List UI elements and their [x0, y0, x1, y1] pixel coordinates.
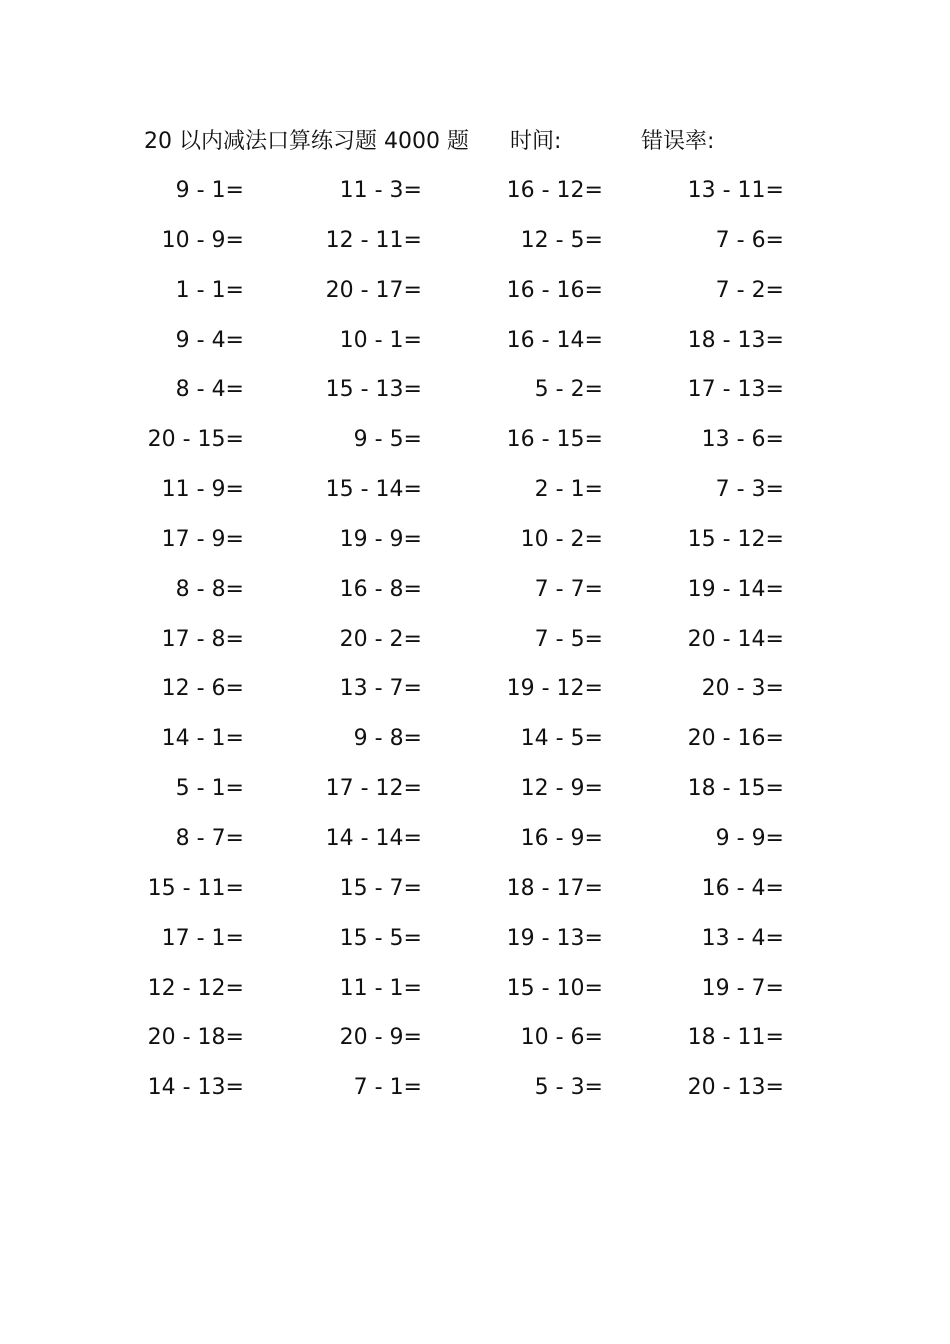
problem-item: 15 - 7=	[339, 875, 422, 901]
problem-item: 20 - 9=	[339, 1025, 422, 1051]
problem-item: 7 - 7=	[534, 576, 603, 602]
problem-item: 19 - 12=	[506, 676, 603, 702]
problem-item: 5 - 2=	[534, 377, 603, 403]
problem-item: 9 - 9=	[715, 825, 784, 851]
problem-item: 20 - 14=	[687, 626, 784, 652]
time-label: 时间:	[510, 129, 562, 154]
problem-row	[0, 621, 950, 671]
problem-item: 9 - 1=	[175, 178, 244, 203]
problem-item: 8 - 8=	[175, 576, 244, 602]
problem-row	[0, 970, 950, 1020]
problem-item: 8 - 7=	[175, 825, 244, 851]
problem-row	[0, 870, 950, 920]
problem-row	[0, 371, 950, 421]
problem-item: 20 - 16=	[687, 726, 784, 752]
problem-item: 12 - 12=	[147, 975, 244, 1001]
problem-row	[0, 720, 950, 770]
problem-item: 5 - 1=	[175, 776, 244, 802]
problem-item: 18 - 17=	[506, 875, 603, 901]
problem-item: 17 - 13=	[687, 377, 784, 403]
problem-item: 11 - 1=	[339, 975, 422, 1001]
problem-row	[0, 272, 950, 322]
problem-item: 20 - 17=	[325, 277, 422, 303]
problem-item: 19 - 13=	[506, 925, 603, 951]
problem-item: 14 - 5=	[520, 726, 603, 752]
problem-item: 18 - 15=	[687, 776, 784, 802]
problem-item: 7 - 5=	[534, 626, 603, 652]
error-rate-label: 错误率:	[641, 129, 715, 154]
problem-item: 20 - 13=	[687, 1075, 784, 1101]
problem-row	[0, 770, 950, 820]
problem-item: 20 - 18=	[147, 1025, 244, 1051]
problem-item: 15 - 12=	[687, 526, 784, 552]
problem-row	[0, 1019, 950, 1069]
problem-row	[0, 1069, 950, 1119]
problem-item: 10 - 9=	[161, 227, 244, 253]
problem-item: 17 - 1=	[161, 925, 244, 951]
worksheet-header	[144, 124, 864, 160]
problem-item: 13 - 11=	[687, 178, 784, 203]
problem-item: 13 - 7=	[339, 676, 422, 702]
problem-item: 11 - 3=	[339, 178, 422, 203]
worksheet-title: 20 以内减法口算练习题 4000 题	[144, 129, 469, 154]
problem-item: 7 - 1=	[353, 1075, 422, 1101]
problem-item: 2 - 1=	[534, 477, 603, 503]
problem-row	[0, 172, 950, 222]
problem-item: 19 - 9=	[339, 526, 422, 552]
problem-row	[0, 322, 950, 372]
problem-row	[0, 920, 950, 970]
problem-item: 18 - 11=	[687, 1025, 784, 1051]
problem-item: 15 - 14=	[325, 477, 422, 503]
problem-item: 10 - 1=	[339, 327, 422, 353]
problem-item: 10 - 2=	[520, 526, 603, 552]
problem-item: 17 - 9=	[161, 526, 244, 552]
problem-item: 20 - 15=	[147, 427, 244, 453]
problem-item: 17 - 12=	[325, 776, 422, 802]
problem-item: 14 - 14=	[325, 825, 422, 851]
problem-item: 20 - 3=	[701, 676, 784, 702]
problem-item: 19 - 14=	[687, 576, 784, 602]
problem-item: 1 - 1=	[175, 277, 244, 303]
problem-row	[0, 471, 950, 521]
problem-item: 9 - 4=	[175, 327, 244, 353]
problem-item: 14 - 13=	[147, 1075, 244, 1101]
problem-item: 8 - 4=	[175, 377, 244, 403]
problem-item: 19 - 7=	[701, 975, 784, 1001]
problem-item: 16 - 15=	[506, 427, 603, 453]
problem-item: 11 - 9=	[161, 477, 244, 503]
problem-item: 16 - 8=	[339, 576, 422, 602]
problem-grid	[0, 172, 950, 1119]
problem-row	[0, 421, 950, 471]
problem-item: 16 - 9=	[520, 825, 603, 851]
problem-item: 16 - 14=	[506, 327, 603, 353]
problem-row	[0, 820, 950, 870]
problem-item: 7 - 3=	[715, 477, 784, 503]
problem-item: 12 - 9=	[520, 776, 603, 802]
problem-item: 15 - 5=	[339, 925, 422, 951]
problem-row	[0, 222, 950, 272]
problem-item: 14 - 1=	[161, 726, 244, 752]
problem-item: 10 - 6=	[520, 1025, 603, 1051]
problem-item: 7 - 2=	[715, 277, 784, 303]
problem-item: 9 - 5=	[353, 427, 422, 453]
problem-item: 15 - 13=	[325, 377, 422, 403]
problem-item: 17 - 8=	[161, 626, 244, 652]
problem-item: 16 - 4=	[701, 875, 784, 901]
problem-item: 15 - 10=	[506, 975, 603, 1001]
problem-item: 12 - 5=	[520, 227, 603, 253]
problem-item: 20 - 2=	[339, 626, 422, 652]
problem-item: 12 - 11=	[325, 227, 422, 253]
problem-row	[0, 571, 950, 621]
problem-item: 9 - 8=	[353, 726, 422, 752]
problem-item: 18 - 13=	[687, 327, 784, 353]
problem-item: 13 - 4=	[701, 925, 784, 951]
problem-item: 16 - 12=	[506, 178, 603, 203]
problem-item: 12 - 6=	[161, 676, 244, 702]
problem-row	[0, 670, 950, 720]
problem-row	[0, 521, 950, 571]
problem-item: 16 - 16=	[506, 277, 603, 303]
problem-item: 7 - 6=	[715, 227, 784, 253]
problem-item: 15 - 11=	[147, 875, 244, 901]
problem-item: 5 - 3=	[534, 1075, 603, 1101]
problem-item: 13 - 6=	[701, 427, 784, 453]
